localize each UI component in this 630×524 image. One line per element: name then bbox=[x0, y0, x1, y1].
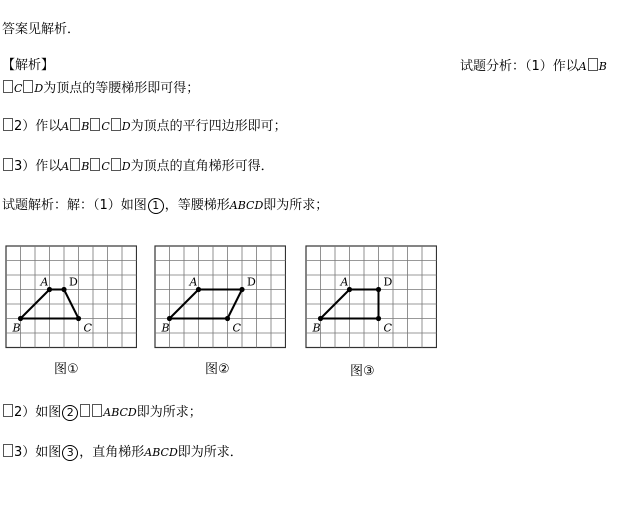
vertex-D bbox=[61, 287, 66, 292]
box-glyph bbox=[70, 118, 80, 131]
solution-line-3 bbox=[2, 444, 243, 461]
analysis-line-1-cont bbox=[2, 80, 199, 97]
vertex-B bbox=[167, 316, 172, 321]
analysis-line-3 bbox=[2, 158, 274, 175]
analysis-c: C bbox=[101, 160, 110, 173]
box-glyph bbox=[3, 444, 13, 457]
figure-2-svg bbox=[154, 244, 286, 356]
analysis-d: D bbox=[121, 120, 131, 133]
vertex-D bbox=[376, 287, 381, 292]
vertex-label-A: A bbox=[40, 275, 49, 289]
analysis-a: A bbox=[578, 60, 587, 73]
box-glyph bbox=[90, 158, 100, 171]
vertex-label-D: D bbox=[69, 275, 78, 289]
vertex-B bbox=[318, 316, 323, 321]
analysis-b: B bbox=[81, 160, 90, 173]
vertex-C bbox=[376, 316, 381, 321]
analysis-a: A bbox=[61, 160, 70, 173]
analysis-line1-tail: 为顶点的等腰梯形即可得； bbox=[43, 81, 200, 96]
vertex-label-B: B bbox=[161, 321, 170, 335]
solution-tail: 即为所求； bbox=[263, 198, 329, 213]
box-glyph bbox=[111, 158, 121, 171]
box-glyph bbox=[70, 158, 80, 171]
analysis-d: D bbox=[121, 160, 131, 173]
vertex-D bbox=[239, 287, 244, 292]
figure-3-caption: 图③ bbox=[350, 364, 375, 379]
box-glyph bbox=[3, 158, 13, 171]
solution-line2-tail: 即为所求； bbox=[136, 405, 202, 420]
box-glyph bbox=[90, 118, 100, 131]
analysis-b: B bbox=[81, 120, 90, 133]
solution-line3-head: 3）如图 bbox=[14, 445, 62, 460]
solution-abcd: ABCD bbox=[229, 199, 264, 212]
vertex-label-D: D bbox=[383, 275, 393, 289]
vertex-label-C: C bbox=[232, 321, 241, 335]
solution-head: 试题解析：解：（1）如图 bbox=[2, 198, 147, 213]
vertex-label-D: D bbox=[247, 275, 256, 289]
analysis-line2-tail: 为顶点的平行四边形即可； bbox=[130, 119, 287, 134]
analysis-line2-head: 2）作以 bbox=[14, 119, 62, 134]
analysis-line3-head: 3）作以 bbox=[14, 159, 62, 174]
solution-mid: ，等腰梯形 bbox=[164, 198, 230, 213]
solution-line-2 bbox=[2, 404, 202, 421]
figure-1 bbox=[5, 244, 137, 356]
analysis-a: A bbox=[61, 120, 70, 133]
analysis-line3-tail: 为顶点的直角梯形可得． bbox=[130, 159, 274, 174]
grid-border bbox=[6, 246, 137, 348]
figure-3-svg bbox=[305, 244, 437, 356]
box-glyph bbox=[3, 404, 13, 417]
figure-1-caption: 图① bbox=[54, 362, 79, 377]
box-glyph bbox=[111, 118, 121, 131]
vertex-label-C: C bbox=[383, 321, 392, 335]
figure-number-1: 1 bbox=[148, 198, 164, 214]
solution-line3-mid: ，直角梯形 bbox=[79, 445, 145, 460]
solution-abcd: ABCD bbox=[103, 406, 137, 419]
box-glyph bbox=[80, 404, 90, 417]
figure-number-2: 2 bbox=[62, 405, 78, 421]
box-glyph bbox=[23, 80, 33, 93]
grid-border bbox=[306, 246, 437, 348]
analysis-label: 试题分析：（1）作以 bbox=[460, 59, 579, 74]
analysis-d: D bbox=[34, 82, 44, 95]
vertex-label-B: B bbox=[12, 321, 21, 335]
solution-line3-tail: 即为所求． bbox=[177, 445, 243, 460]
vertex-C bbox=[76, 316, 81, 321]
grid-border bbox=[155, 246, 286, 348]
figure-1-svg bbox=[5, 244, 137, 356]
box-glyph bbox=[3, 80, 13, 93]
vertex-label-B: B bbox=[312, 321, 321, 335]
solution-line-1 bbox=[2, 198, 328, 214]
figure-2 bbox=[154, 244, 286, 356]
vertex-label-A: A bbox=[189, 275, 198, 289]
vertex-B bbox=[18, 316, 23, 321]
vertex-C bbox=[225, 316, 230, 321]
box-glyph bbox=[92, 404, 102, 417]
vertex-label-A: A bbox=[340, 275, 349, 289]
vertex-label-C: C bbox=[83, 321, 92, 335]
section-title: 【解析】 bbox=[2, 58, 55, 73]
analysis-b: B bbox=[598, 60, 607, 73]
analysis-c: C bbox=[14, 82, 23, 95]
answer-intro: 答案见解析． bbox=[2, 22, 81, 37]
figure-2-caption: 图② bbox=[205, 362, 230, 377]
box-glyph bbox=[3, 118, 13, 131]
solution-abcd: ABCD bbox=[144, 446, 178, 459]
figure-number-3: 3 bbox=[62, 445, 78, 461]
analysis-line-2 bbox=[2, 118, 287, 135]
box-glyph bbox=[588, 58, 598, 71]
figure-3 bbox=[305, 244, 437, 356]
solution-line2-head: 2）如图 bbox=[14, 405, 62, 420]
analysis-line-1 bbox=[460, 58, 607, 75]
analysis-c: C bbox=[101, 120, 110, 133]
